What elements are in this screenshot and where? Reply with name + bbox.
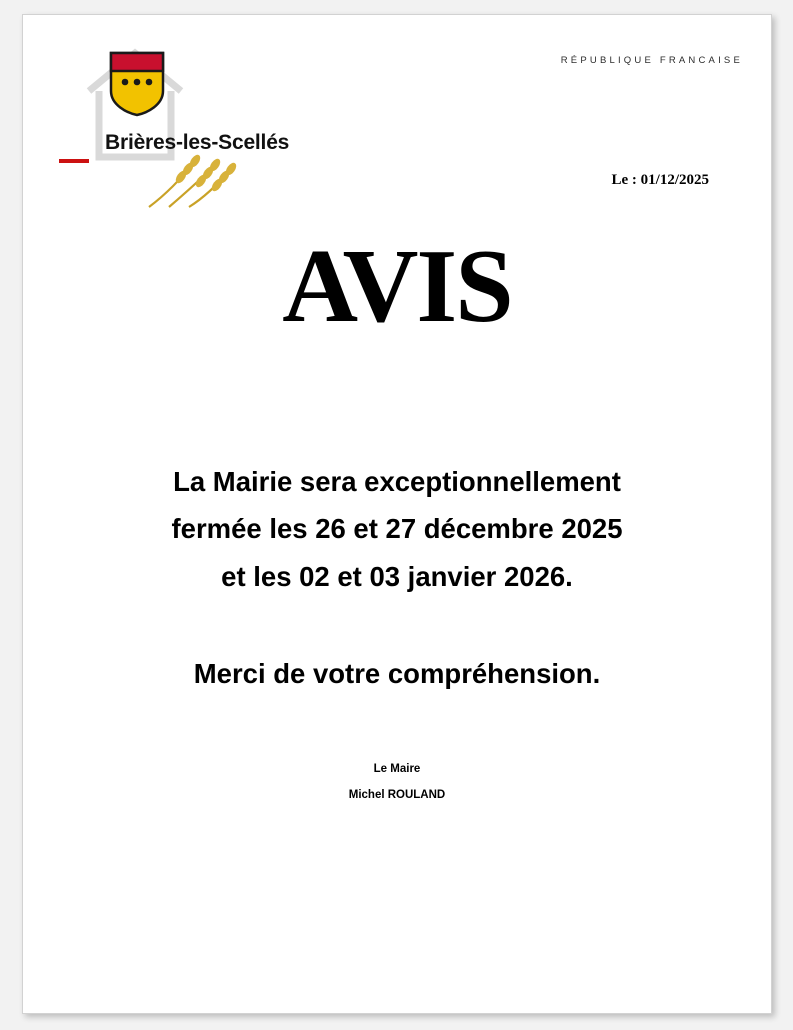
red-dash-icon xyxy=(59,159,89,163)
signature-role: Le Maire xyxy=(373,762,421,775)
notice-body xyxy=(23,458,771,600)
notice-body-line: fermée les 26 et 27 décembre 2025 xyxy=(171,513,623,545)
signature-name: Michel ROULAND xyxy=(348,789,446,802)
page-title: AVIS xyxy=(282,227,512,344)
wheat-ears-icon xyxy=(143,149,238,211)
signature-block xyxy=(23,756,771,809)
heraldic-shield-icon xyxy=(109,51,165,117)
republique-francaise-label: RÉPUBLIQUE FRANCAISE xyxy=(560,55,743,66)
closing-statement: Merci de votre compréhension. xyxy=(193,657,601,689)
notice-body-line: La Mairie sera exceptionnellement xyxy=(173,466,621,497)
town-name: Brières-les-Scellés xyxy=(105,131,290,154)
document-header xyxy=(23,15,771,195)
notice-body-line: et les 02 et 03 janvier 2026. xyxy=(221,560,573,592)
document-page xyxy=(22,14,772,1014)
municipal-logo xyxy=(47,37,337,192)
document-date: Le : 01/12/2025 xyxy=(611,172,709,188)
